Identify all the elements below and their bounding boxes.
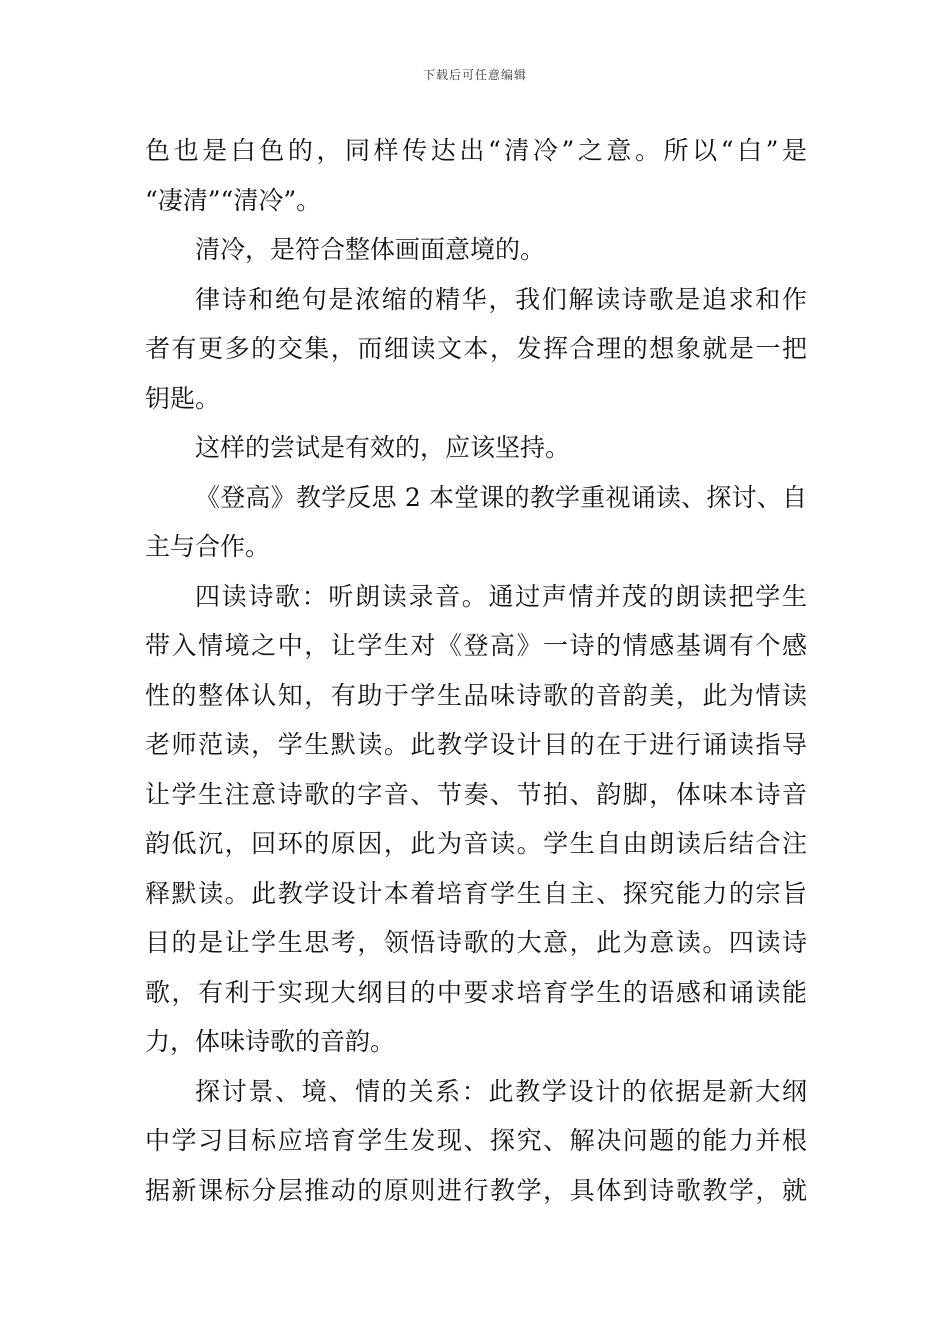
text-line: 目的是让学生思考，领悟诗歌的大意，此为意读。四读诗 xyxy=(145,928,807,957)
text-line: 探讨景、境、情的关系：此教学设计的依据是新大纲 xyxy=(195,1076,807,1106)
page-header: 下载后可任意编辑 xyxy=(422,68,527,82)
text-line: 性的整体认知，有助于学生品味诗歌的音韵美，此为情读 xyxy=(145,680,807,710)
text-line: 四读诗歌：听朗读录音。通过声情并茂的朗读把学生 xyxy=(195,581,807,611)
text-line: 中学习目标应培育学生发现、探究、解决问题的能力并根 xyxy=(145,1126,807,1155)
text-line: 主与合作。 xyxy=(145,532,271,561)
text-line: 据新课标分层推动的原则进行教学，具体到诗歌教学，就 xyxy=(145,1175,807,1205)
text-line: “凄清”“清冷”。 xyxy=(145,185,322,215)
text-line: 《登高》教学反思 2 本堂课的教学重视诵读、探讨、自 xyxy=(195,482,807,512)
text-line: 老师范读，学生默读。此教学设计目的在于进行诵读指导 xyxy=(145,730,807,759)
text-line: 韵低沉，回环的原因，此为音读。学生自由朗读后结合注 xyxy=(145,829,807,858)
text-line: 这样的尝试是有效的，应该坚持。 xyxy=(195,433,571,462)
text-line: 释默读。此教学设计本着培育学生自主、探究能力的宗旨 xyxy=(145,878,807,908)
text-line: 力，体味诗歌的音韵。 xyxy=(145,1027,396,1056)
text-line: 清冷，是符合整体画面意境的。 xyxy=(195,235,546,264)
text-line: 歌，有利于实现大纲目的中要求培育学生的语感和诵读能 xyxy=(145,977,807,1007)
text-line: 色也是白色的，同样传达出“清冷”之意。所以“白”是 xyxy=(145,136,807,165)
text-line: 钥匙。 xyxy=(145,383,221,413)
document-body xyxy=(145,126,807,1215)
text-line: 带入情境之中，让学生对《登高》一诗的情感基调有个感 xyxy=(145,631,807,660)
text-line: 让学生注意诗歌的字音、节奏、节拍、韵脚，体味本诗音 xyxy=(145,779,807,809)
text-line: 律诗和绝句是浓缩的精华，我们解读诗歌是追求和作 xyxy=(195,284,807,314)
text-line: 者有更多的交集，而细读文本，发挥合理的想象就是一把 xyxy=(145,334,807,363)
